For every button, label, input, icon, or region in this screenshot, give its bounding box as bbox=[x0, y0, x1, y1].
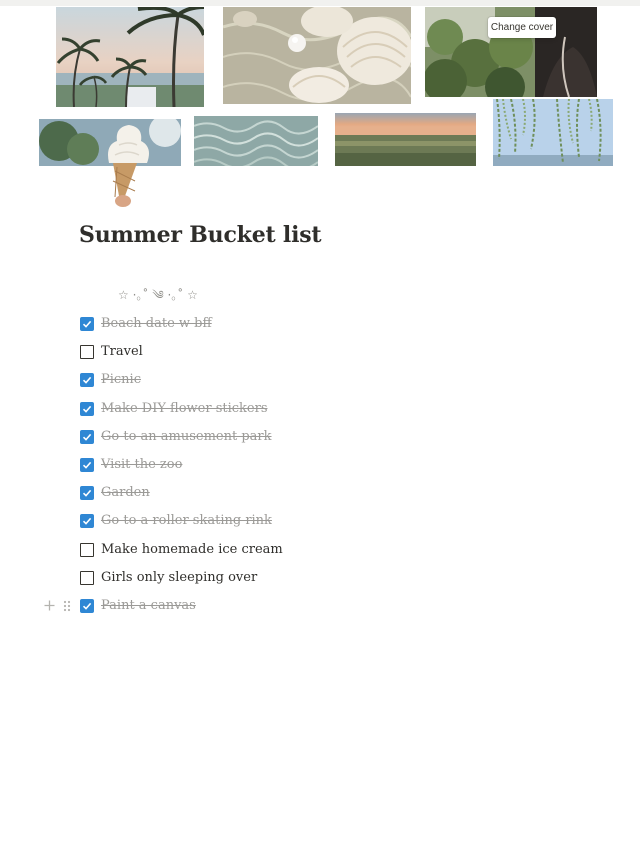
todo-item bbox=[80, 423, 500, 451]
todo-checkbox[interactable] bbox=[80, 543, 94, 557]
todo-item bbox=[80, 507, 500, 535]
todo-checkbox[interactable] bbox=[80, 571, 94, 585]
checkmark-icon bbox=[82, 319, 92, 329]
todo-checkbox[interactable] bbox=[80, 458, 94, 472]
todo-label[interactable]: Picnic bbox=[101, 372, 141, 388]
todo-item bbox=[80, 310, 500, 338]
todo-item bbox=[80, 536, 500, 564]
cover-photo-ice-cream bbox=[39, 119, 181, 208]
todo-checkbox[interactable] bbox=[80, 373, 94, 387]
todo-item bbox=[80, 366, 500, 394]
cover-photo-willow bbox=[493, 99, 613, 166]
todo-item bbox=[80, 395, 500, 423]
checkmark-icon bbox=[82, 432, 92, 442]
cover-photo-sunset bbox=[335, 113, 476, 166]
todo-label[interactable]: Go to an amusement park bbox=[101, 428, 272, 444]
todo-item bbox=[80, 451, 500, 479]
todo-checkbox[interactable] bbox=[80, 514, 94, 528]
todo-item bbox=[80, 564, 500, 592]
todo-checkbox[interactable] bbox=[80, 599, 94, 613]
checkmark-icon bbox=[82, 375, 92, 385]
todo-list bbox=[80, 310, 500, 620]
todo-checkbox[interactable] bbox=[80, 430, 94, 444]
decorative-divider: ☆ ·｡˚ ༄ ·｡˚ ☆ bbox=[118, 288, 198, 302]
cover-photo-water bbox=[194, 116, 318, 166]
todo-label[interactable]: Garden bbox=[101, 485, 150, 501]
checkmark-icon bbox=[82, 601, 92, 611]
checkmark-icon bbox=[82, 460, 92, 470]
change-cover-button[interactable]: Change cover bbox=[488, 17, 556, 38]
todo-label[interactable]: Paint a canvas bbox=[101, 597, 196, 613]
todo-item-hovered bbox=[80, 592, 500, 620]
todo-checkbox[interactable] bbox=[80, 345, 94, 359]
todo-checkbox[interactable] bbox=[80, 317, 94, 331]
page-title[interactable]: Summer Bucket list bbox=[79, 222, 322, 248]
cover-photo-palm-beach bbox=[56, 7, 204, 107]
cover-photo-seashells bbox=[223, 7, 411, 104]
todo-label[interactable]: Make DIY flower stickers bbox=[101, 400, 268, 416]
todo-label[interactable]: Go to a roller skating rink bbox=[101, 513, 272, 529]
todo-label[interactable]: Beach date w bff bbox=[101, 316, 212, 332]
todo-label[interactable]: Travel bbox=[101, 344, 143, 360]
drag-handle-icon[interactable] bbox=[63, 600, 71, 612]
todo-label[interactable]: Girls only sleeping over bbox=[101, 569, 258, 585]
page-cover[interactable] bbox=[0, 0, 640, 210]
checkmark-icon bbox=[82, 404, 92, 414]
checkmark-icon bbox=[82, 516, 92, 526]
todo-item bbox=[80, 338, 500, 366]
todo-checkbox[interactable] bbox=[80, 402, 94, 416]
plus-icon[interactable] bbox=[44, 600, 55, 611]
checkmark-icon bbox=[82, 488, 92, 498]
todo-item bbox=[80, 479, 500, 507]
block-handles bbox=[44, 600, 71, 612]
todo-label[interactable]: Make homemade ice cream bbox=[101, 541, 283, 557]
todo-checkbox[interactable] bbox=[80, 486, 94, 500]
todo-label[interactable]: Visit the zoo bbox=[101, 457, 183, 473]
